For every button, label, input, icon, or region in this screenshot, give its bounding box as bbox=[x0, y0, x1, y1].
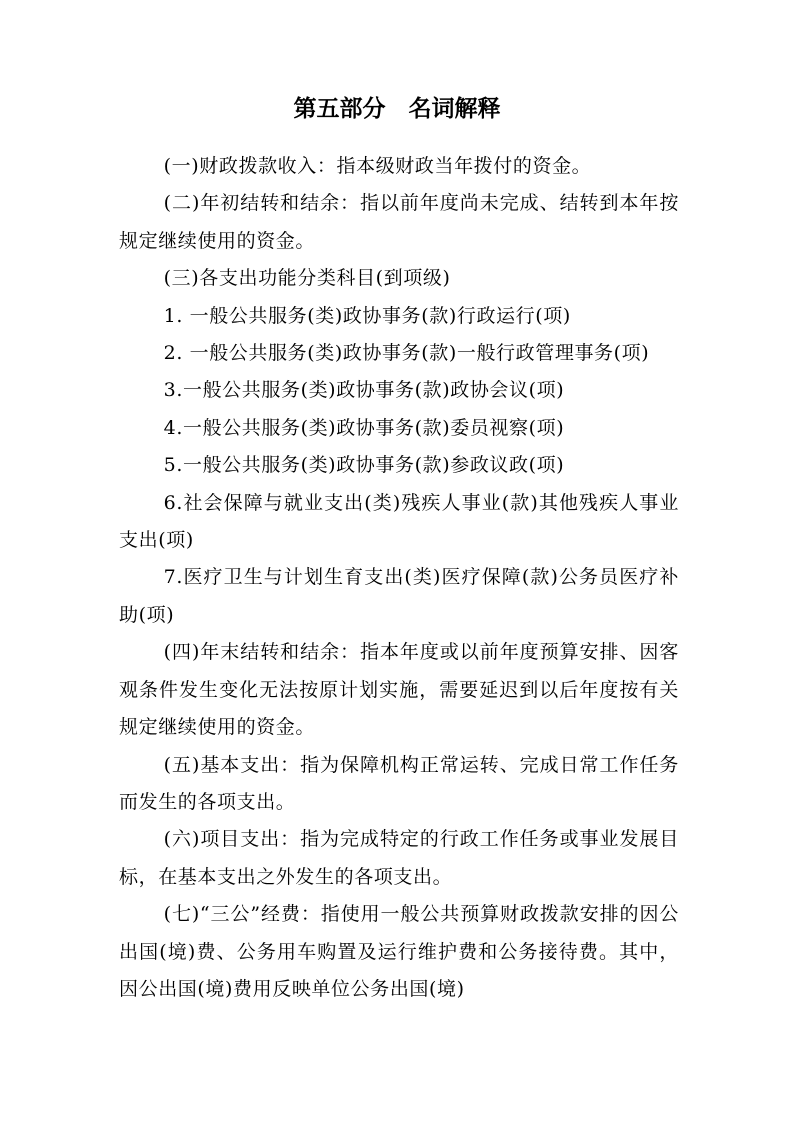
paragraph-functional-categories: (三)各支出功能分类科目(到项级) bbox=[163, 267, 451, 290]
list-item: 5.一般公共服务(类)政协事务(款)参政议政(项) bbox=[163, 454, 565, 477]
paragraph-opening-balance: (二)年初结转和结余：指以前年度尚未完成、结转到本年按规定继续使用的资金。 bbox=[119, 192, 679, 252]
list-item: 7.医疗卫生与计划生育支出(类)医疗保障(款)公务员医疗补助(项) bbox=[119, 566, 679, 626]
list-item: 1. 一般公共服务(类)政协事务(款)行政运行(项) bbox=[163, 304, 571, 327]
section-title: 第五部分 名词解释 bbox=[293, 96, 501, 122]
list-item: 3.一般公共服务(类)政协事务(款)政协会议(项) bbox=[163, 379, 565, 402]
paragraph-closing-balance: (四)年末结转和结余：指本年度或以前年度预算安排、因客观条件发生变化无法按原计划实施，需要延迟到以后年度按有关规定继续使用的资金。 bbox=[119, 641, 679, 739]
paragraph-project-expenditure: (六)项目支出：指为完成特定的行政工作任务或事业发展目标，在基本支出之外发生的各项支出。 bbox=[119, 828, 679, 888]
paragraph-revenue: (一)财政拨款收入：指本级财政当年拨付的资金。 bbox=[163, 155, 592, 177]
paragraph-basic-expenditure: (五)基本支出：指为保障机构正常运转、完成日常工作任务而发生的各项支出。 bbox=[119, 753, 679, 813]
list-item: 2. 一般公共服务(类)政协事务(款)一般行政管理事务(项) bbox=[163, 342, 650, 365]
definitions-body bbox=[119, 148, 679, 1008]
paragraph-three-public-expenses: (七)“三公”经费：指使用一般公共预算财政拨款安排的因公出国(境)费、公务用车购置及运行维护费和公务接待费。其中，因公出国(境)费用反映单位公务出国(境) bbox=[119, 903, 679, 1000]
list-item: 4.一般公共服务(类)政协事务(款)委员视察(项) bbox=[163, 416, 565, 439]
list-item: 6.社会保障与就业支出(类)残疾人事业(款)其他残疾人事业支出(项) bbox=[119, 491, 679, 552]
